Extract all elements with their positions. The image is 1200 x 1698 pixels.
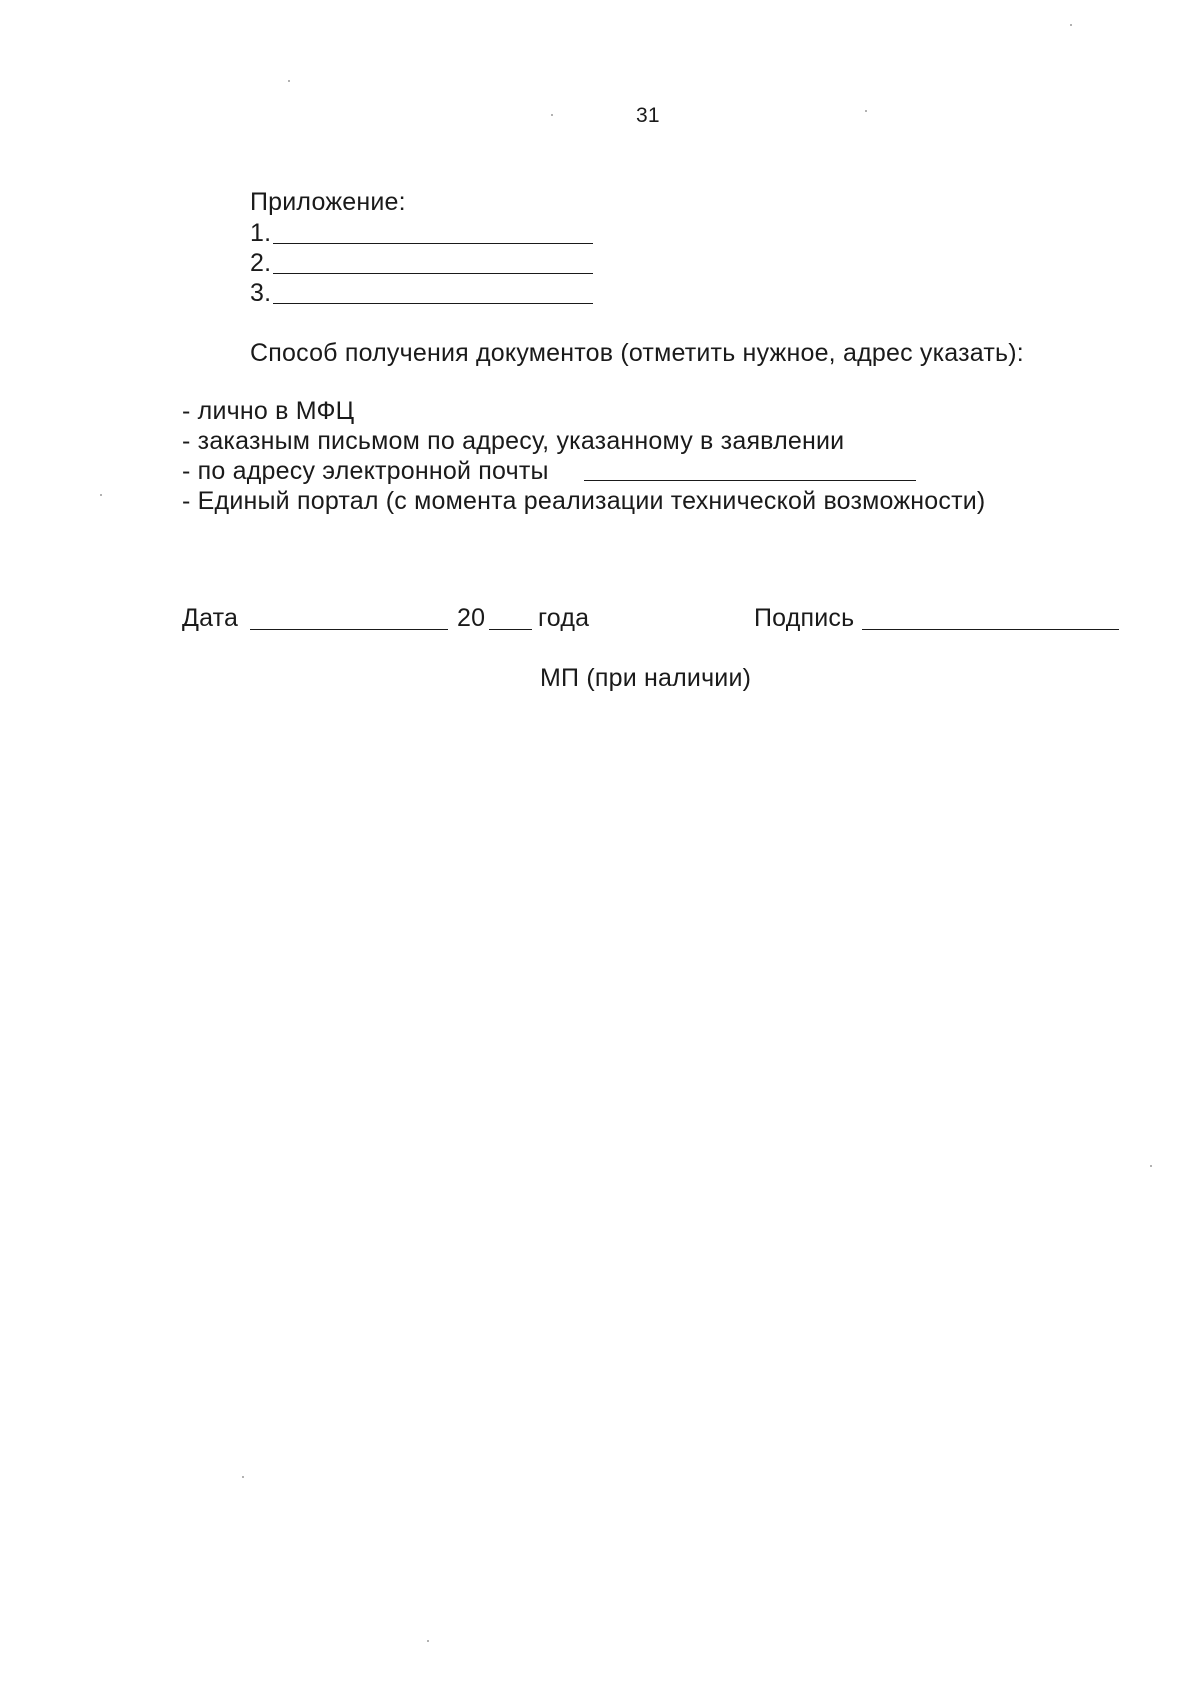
stamp-note: МП (при наличии) [540, 664, 752, 692]
scan-speck [100, 494, 102, 496]
attachments-heading: Приложение: [250, 188, 406, 216]
year-suffix: года [538, 604, 590, 632]
scan-speck [551, 114, 553, 116]
delivery-option-registered-mail[interactable]: - заказным письмом по адресу, указанному в заявлении [182, 427, 845, 455]
signature-label: Подпись [754, 604, 855, 632]
attachment-item-2-number: 2. [250, 249, 272, 277]
delivery-heading: Способ получения документов (отметить нужное, адрес указать): [250, 339, 1024, 367]
attachment-item-3-number: 3. [250, 279, 272, 307]
scan-speck [865, 110, 867, 112]
scan-speck [288, 80, 290, 82]
scan-speck [1150, 1165, 1152, 1167]
year-prefix: 20 [457, 604, 486, 632]
date-blank[interactable] [250, 629, 448, 630]
delivery-option-in-person[interactable]: - лично в МФЦ [182, 397, 355, 425]
date-label: Дата [182, 604, 239, 632]
delivery-option-email[interactable]: - по адресу электронной почты [182, 457, 549, 485]
delivery-option-unified-portal[interactable]: - Единый портал (с момента реализации технической возможности) [182, 487, 986, 515]
scan-speck [242, 1476, 244, 1478]
attachment-item-1-blank[interactable] [273, 243, 593, 244]
email-address-blank[interactable] [584, 480, 916, 481]
year-blank[interactable] [489, 629, 532, 630]
page-number: 31 [636, 104, 660, 127]
attachment-item-1-number: 1. [250, 219, 272, 247]
attachment-item-3-blank[interactable] [273, 303, 593, 304]
scan-speck [1070, 24, 1072, 26]
attachment-item-2-blank[interactable] [273, 273, 593, 274]
signature-blank[interactable] [862, 629, 1119, 630]
scan-speck [427, 1640, 429, 1642]
